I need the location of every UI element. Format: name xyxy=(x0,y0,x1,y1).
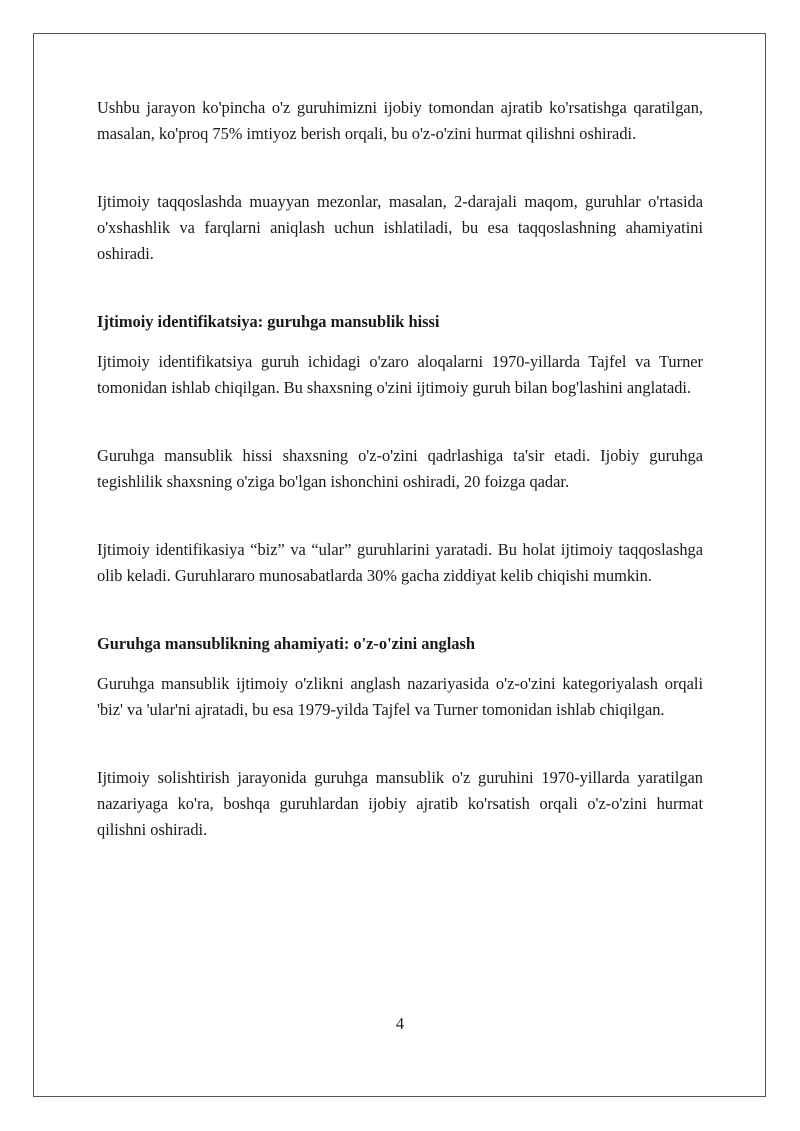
section-heading-2: Guruhga mansublikning ahamiyati: o'z-o'zini anglash xyxy=(97,634,475,653)
paragraph-6: Guruhga mansublik ijtimoiy o'zlikni anglash nazariyasida o'z-o'zini kategoriyalash orqali 'biz' va 'ular'ni ajratadi, bu esa 1979-yilda Tajfel va Turner tomonidan ishlab chiqilgan. xyxy=(97,674,703,719)
page-content xyxy=(97,95,703,843)
paragraph-1: Ushbu jarayon ko'pincha o'z guruhimizni ijobiy tomondan ajratib ko'rsatishga qaratilgan, masalan, ko'proq 75% imtiyoz berish orqali, bu o'z-o'zini hurmat qilishni oshiradi. xyxy=(97,98,703,143)
page-number: 4 xyxy=(395,1014,405,1033)
paragraph-3: Ijtimoiy identifikatsiya guruh ichidagi o'zaro aloqalarni 1970-yillarda Tajfel va Turner tomonidan ishlab chiqilgan. Bu shaxsning o'zini ijtimoiy guruh bilan bog'lashini anglatadi. xyxy=(97,352,703,397)
paragraph-4: Guruhga mansublik hissi shaxsning o'z-o'zini qadrlashiga ta'sir etadi. Ijobiy guruhga tegishlilik shaxsning o'ziga bo'lgan ishonchini oshiradi, 20 foizga qadar. xyxy=(97,446,703,491)
paragraph-5: Ijtimoiy identifikasiya “biz” va “ular” guruhlarini yaratadi. Bu holat ijtimoiy taqqoslashga olib keladi. Guruhlararo munosabatlarda 30% gacha ziddiyat kelib chiqishi mumkin. xyxy=(97,540,703,585)
section-heading-1: Ijtimoiy identifikatsiya: guruhga mansublik hissi xyxy=(97,312,440,331)
paragraph-2: Ijtimoiy taqqoslashda muayyan mezonlar, masalan, 2-darajali maqom, guruhlar o'rtasida o'xshashlik va farqlarni aniqlash uchun ishlatiladi, bu esa taqqoslashning ahamiyatini oshiradi. xyxy=(97,192,703,263)
paragraph-7: Ijtimoiy solishtirish jarayonida guruhga mansublik o'z guruhini 1970-yillarda yaratilgan nazariyaga ko'ra, boshqa guruhlardan ijobiy ajratib ko'rsatish orqali o'z-o'zini hurmat qilishni oshiradi. xyxy=(97,768,703,839)
